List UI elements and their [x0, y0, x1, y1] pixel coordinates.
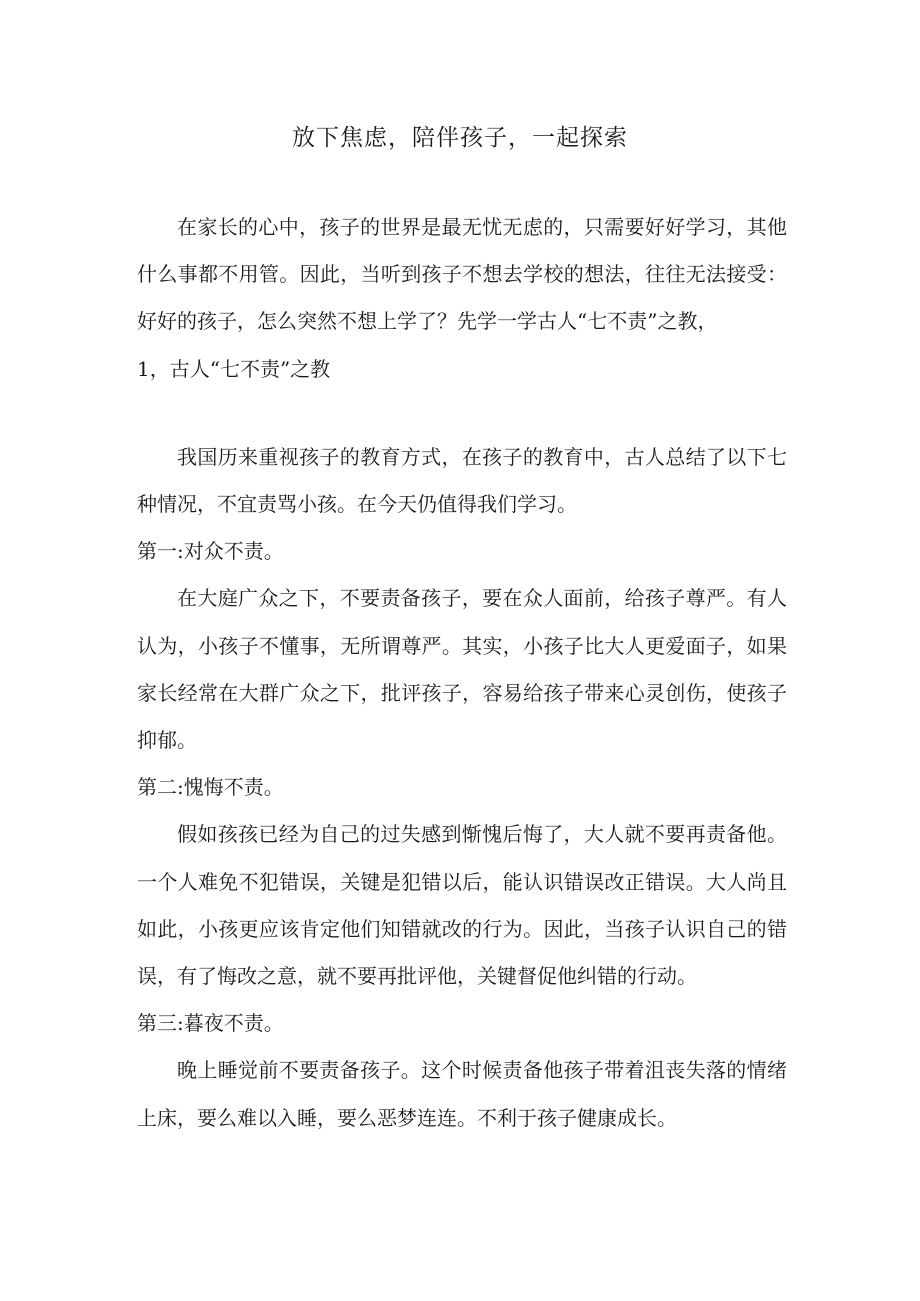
- intro-paragraph: 在家长的心中，孩子的世界是最无忧无虑的，只需要好好学习，其他什么事都不用管。因此，当听到孩子不想去学校的想法，往往无法接受：好好的孩子，怎么突然不想上学了？先学一学古人“七不责”之教，: [137, 215, 787, 334]
- document-title: 放下焦虑，陪伴孩子，一起探索: [292, 125, 628, 151]
- document-body: [137, 204, 787, 1142]
- item-body-2: 假如孩孩已经为自己的过失感到惭愧后悔了，大人就不要再责备他。一个人难免不犯错误，关键是犯错以后，能认识错误改正错误。大人尚且如此，小孩更应该肯定他们知错就改的行为。因此，当孩子认识自己的错误，有了悔改之意，就不要再批评他，关键督促他纠错的行动。: [137, 822, 787, 989]
- section-intro-paragraph: 我国历来重视孩子的教育方式，在孩子的教育中，古人总结了以下七种情况，不宜责骂小孩。在今天仍值得我们学习。: [137, 444, 787, 517]
- item-heading-1: 第一:对众不责。: [137, 539, 284, 564]
- section-heading: 1，古人“七不责”之教: [137, 356, 331, 381]
- item-heading-3: 第三:暮夜不责。: [137, 1011, 284, 1036]
- item-heading-2: 第二:愧悔不责。: [137, 775, 284, 800]
- item-body-1: 在大庭广众之下，不要责备孩子，要在众人面前，给孩子尊严。有人认为，小孩子不懂事，无所谓尊严。其实，小孩子比大人更爱面子，如果家长经常在大群广众之下，批评孩子，容易给孩子带来心灵创伤，使孩子抑郁。: [137, 586, 787, 753]
- item-body-3: 晚上睡觉前不要责备孩子。这个时候责备他孩子带着沮丧失落的情绪上床，要么难以入睡，要么恶梦连连。不利于孩子健康成长。: [137, 1058, 787, 1130]
- spacer: [137, 393, 787, 434]
